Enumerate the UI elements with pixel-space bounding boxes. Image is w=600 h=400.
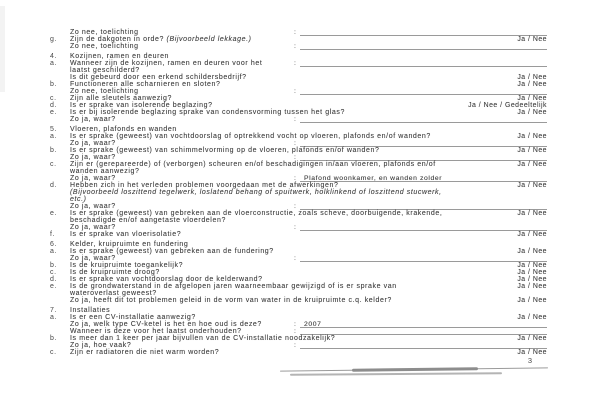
text-segment: wanden aanwezig? <box>70 168 140 175</box>
question-text-line <box>70 290 600 297</box>
question-text-line <box>70 161 600 168</box>
question-text-line <box>70 349 600 356</box>
text-segment: Is de grondwaterstand in de afgelopen jaren waarneembaar gewijzigd of is er sprake van <box>70 283 397 290</box>
answer-options[interactable]: Ja / Nee <box>517 109 547 116</box>
answer-fill-line[interactable] <box>300 116 547 124</box>
question-row <box>0 349 600 356</box>
question-text-line <box>70 88 600 95</box>
text-segment: Is dit gebeurd door een erkend schildersbedrijf? <box>70 74 247 81</box>
item-letter: b. <box>50 335 58 342</box>
text-segment: Wanneer zijn de kozijnen, ramen en deuren voor het <box>70 60 263 67</box>
text-segment: Zo ja, hoe vaak? <box>70 342 132 349</box>
text-segment: (Bijvoorbeeld lekkage.) <box>166 36 252 43</box>
answer-fill-line[interactable] <box>300 29 547 37</box>
item-letter: d. <box>50 182 58 189</box>
sub-question-row <box>0 29 600 36</box>
text-segment: (Bijvoorbeeld loszittend tegelwerk, loslatend behang of spuitwerk, holklinkend of loszittend stucwerk, <box>70 189 442 196</box>
sub-question-row <box>0 116 600 123</box>
item-letter: d. <box>50 102 58 109</box>
question-row <box>0 231 600 238</box>
item-letter: b. <box>50 81 58 88</box>
sub-question-row <box>0 342 600 349</box>
answer-fill-line[interactable] <box>300 328 547 336</box>
sub-question-row <box>0 203 600 210</box>
question-text-line <box>70 182 600 189</box>
question-row <box>0 102 600 109</box>
answer-options[interactable]: Ja / Nee <box>517 248 547 255</box>
item-letter: a. <box>50 60 58 67</box>
answer-options[interactable]: Ja / Nee <box>517 349 547 356</box>
question-text-line <box>70 43 600 50</box>
sub-question-row <box>0 255 600 262</box>
text-segment: Functioneren alle scharnieren en sloten? <box>70 81 221 88</box>
text-segment: Zo ja, waar? <box>70 175 116 182</box>
item-letter: e. <box>50 109 58 116</box>
item-letter: a. <box>50 133 58 140</box>
text-segment: Zo nee, toelichting <box>70 43 139 50</box>
text-segment: Wanneer is deze voor het laatst onderhouden? <box>70 328 242 335</box>
answer-options[interactable]: Ja / Nee <box>517 81 547 88</box>
answer-options[interactable]: Ja / Nee <box>517 314 547 321</box>
item-letter: g. <box>50 36 58 43</box>
text-segment: Zijn er radiatoren die niet warm worden? <box>70 349 220 356</box>
answer-fill-line[interactable] <box>300 224 547 232</box>
answer-options[interactable]: Ja / Nee <box>517 161 547 168</box>
section-number: 5. <box>50 126 58 133</box>
question-text-line <box>70 74 600 81</box>
text-segment: Zo nee, toelichting <box>70 88 139 95</box>
answer-options[interactable]: Ja / Nee <box>517 231 547 238</box>
section-number: 6. <box>50 241 58 248</box>
form-rows <box>0 29 600 356</box>
sub-question-row <box>0 88 600 95</box>
text-segment: beschadigde en/of aangetaste vloerdelen? <box>70 217 226 224</box>
answer-options[interactable]: Ja / Nee <box>517 269 547 276</box>
question-text-line <box>70 276 600 283</box>
answer-fill-line[interactable] <box>300 175 547 183</box>
question-text-line <box>70 203 600 210</box>
text-segment: Zo ja, waar? <box>70 224 116 231</box>
answer-options[interactable]: Ja / Nee <box>517 74 547 81</box>
sub-question-row <box>0 140 600 147</box>
section-header-row <box>0 241 600 248</box>
question-row <box>0 210 600 224</box>
text-segment: Is er sprake van isolerende beglazing? <box>70 102 213 109</box>
text-segment: wateroverlast geweest? <box>70 290 157 297</box>
item-letter: b. <box>50 262 58 269</box>
question-row <box>0 161 600 175</box>
text-segment: Zo ja, waar? <box>70 140 116 147</box>
answer-value: : 2007 <box>304 321 322 328</box>
answer-fill-line[interactable] <box>300 154 547 162</box>
item-letter: f. <box>50 231 56 238</box>
scan-artifact <box>290 372 502 375</box>
text-segment: Is meer dan 1 keer per jaar bijvullen van de CV-installatie noodzakelijk? <box>70 335 336 342</box>
question-text-line <box>70 231 600 238</box>
text-segment: Is er een CV-installatie aanwezig? <box>70 314 196 321</box>
question-text-line <box>70 175 600 182</box>
answer-fill-line[interactable] <box>300 342 547 350</box>
text-segment: Vloeren, plafonds en wanden <box>70 126 177 133</box>
text-segment: Zijn de dakgoten in orde? <box>70 36 167 43</box>
scan-artifact <box>352 367 478 372</box>
question-row <box>0 283 600 297</box>
question-text-line <box>70 67 600 74</box>
question-row <box>0 95 600 102</box>
text-segment: Zo nee, toelichting <box>70 29 139 36</box>
section-number: 4. <box>50 53 58 60</box>
question-text-line <box>70 210 600 217</box>
answer-options[interactable]: Ja / Nee <box>517 210 547 217</box>
text-segment: Is er sprake (geweest) van gebreken aan de fundering? <box>70 248 274 255</box>
question-text-line <box>70 29 600 36</box>
answer-fill-line[interactable] <box>300 43 547 51</box>
question-text-line <box>70 224 600 231</box>
sub-question-row <box>0 74 600 81</box>
text-segment: Zo ja, heeft dit tot problemen geleid in de vorm van water in de kruipruimte c.q. kelder? <box>70 297 392 304</box>
question-text-line <box>70 283 600 290</box>
question-text-line <box>70 116 600 123</box>
question-text-line <box>70 297 600 304</box>
answer-options[interactable]: Ja / Nee <box>517 133 547 140</box>
item-letter: c. <box>50 269 57 276</box>
question-text-line <box>70 255 600 262</box>
question-text-line <box>70 140 600 147</box>
question-text-line <box>70 262 600 269</box>
answer-options[interactable]: Ja / Nee <box>517 36 547 43</box>
answer-options[interactable]: Ja / Nee <box>517 335 547 342</box>
question-text-line <box>70 154 600 161</box>
item-letter: d. <box>50 276 58 283</box>
text-segment: Is er sprake (geweest) van schimmelvorming op de vloeren, plafonds en/of wanden? <box>70 147 380 154</box>
section-title-line <box>70 241 600 248</box>
text-segment: Is de kruipruimte toegankelijk? <box>70 262 184 269</box>
answer-options[interactable]: Ja / Nee <box>517 262 547 269</box>
answer-options[interactable]: Ja / Nee <box>517 276 547 283</box>
answer-value: : Plafond woonkamer, en wanden zolder <box>304 175 443 182</box>
section-number: 7. <box>50 307 58 314</box>
sub-question-row <box>0 297 600 304</box>
question-text-line <box>70 269 600 276</box>
sub-question-row <box>0 43 600 50</box>
text-segment: Zo ja, waar? <box>70 203 116 210</box>
answer-fill-line[interactable] <box>300 203 547 211</box>
question-text-line <box>70 342 600 349</box>
text-segment: Is er bij isolerende beglazing sprake van condensvorming tussen het glas? <box>70 109 345 116</box>
question-text-line <box>70 95 600 102</box>
item-letter: a. <box>50 314 58 321</box>
answer-options[interactable]: Ja / Nee <box>517 283 547 290</box>
sub-question-row <box>0 175 600 182</box>
item-letter: c. <box>50 161 57 168</box>
item-letter: c. <box>50 95 57 102</box>
text-segment: Kozijnen, ramen en deuren <box>70 53 170 60</box>
question-row <box>0 60 600 74</box>
question-row <box>0 262 600 269</box>
item-letter: c. <box>50 349 57 356</box>
text-segment: Is de kruipruimte droog? <box>70 269 160 276</box>
text-segment: Zo ja, waar? <box>70 255 116 262</box>
section-title-line <box>70 126 600 133</box>
sub-question-row <box>0 154 600 161</box>
question-text-line <box>70 102 600 109</box>
item-letter: e. <box>50 210 58 217</box>
section-header-row <box>0 126 600 133</box>
answer-fill-line[interactable] <box>300 88 547 96</box>
text-segment: etc.) <box>70 196 87 203</box>
answer-options[interactable]: Ja / Nee <box>517 147 547 154</box>
answer-options[interactable]: Ja / Nee <box>517 297 547 304</box>
text-segment: laatst geschilderd? <box>70 67 140 74</box>
text-segment: Kelder, kruipruimte en fundering <box>70 241 189 248</box>
question-text-line <box>70 328 600 335</box>
text-segment: Is er sprake van vloerisolatie? <box>70 231 182 238</box>
answer-options[interactable]: Ja / Nee <box>517 182 547 189</box>
question-row <box>0 182 600 203</box>
question-row <box>0 269 600 276</box>
answer-options[interactable]: Ja / Nee / Gedeeltelijk <box>468 102 547 109</box>
sub-question-row <box>0 328 600 335</box>
text-segment: Zo ja, welk type CV-ketel is het en hoe oud is deze? <box>70 321 262 328</box>
item-letter: e. <box>50 283 58 290</box>
text-segment: Zo ja, waar? <box>70 154 116 161</box>
question-row <box>0 276 600 283</box>
item-letter: a. <box>50 248 58 255</box>
item-letter: b. <box>50 147 58 154</box>
answer-fill-line[interactable] <box>300 255 547 263</box>
text-segment: Zo ja, waar? <box>70 116 116 123</box>
text-segment: Zijn er (gerepareerde) of (verborgen) scheuren en/of beschadigingen in/aan vloeren, plafonds en/of <box>70 161 436 168</box>
section-title-line <box>70 307 600 314</box>
section-header-row <box>0 307 600 314</box>
text-segment: Hebben zich in het verleden problemen voorgedaan met de afwerkingen? <box>70 182 339 189</box>
text-segment: Is er sprake (geweest) van vochtdoorslag of optrekkend vocht op vloeren, plafonds en/of wanden? <box>70 133 431 140</box>
text-segment: Is er sprake van vochtdoorslag door de kelderwand? <box>70 276 263 283</box>
text-segment: Zijn alle sleutels aanwezig? <box>70 95 173 102</box>
page-number: 3 <box>527 356 532 365</box>
answer-fill-line[interactable] <box>300 140 547 148</box>
answer-fill-line[interactable] <box>300 60 547 68</box>
question-text-line <box>70 189 600 196</box>
text-segment: Is er sprake (geweest) van gebreken aan de vloerconstructie, zoals scheve, doorbuigende, krakende, <box>70 210 443 217</box>
sub-question-row <box>0 224 600 231</box>
answer-options[interactable]: Ja / Nee <box>517 95 547 102</box>
text-segment: Installaties <box>70 307 111 314</box>
question-text-line <box>70 60 600 67</box>
